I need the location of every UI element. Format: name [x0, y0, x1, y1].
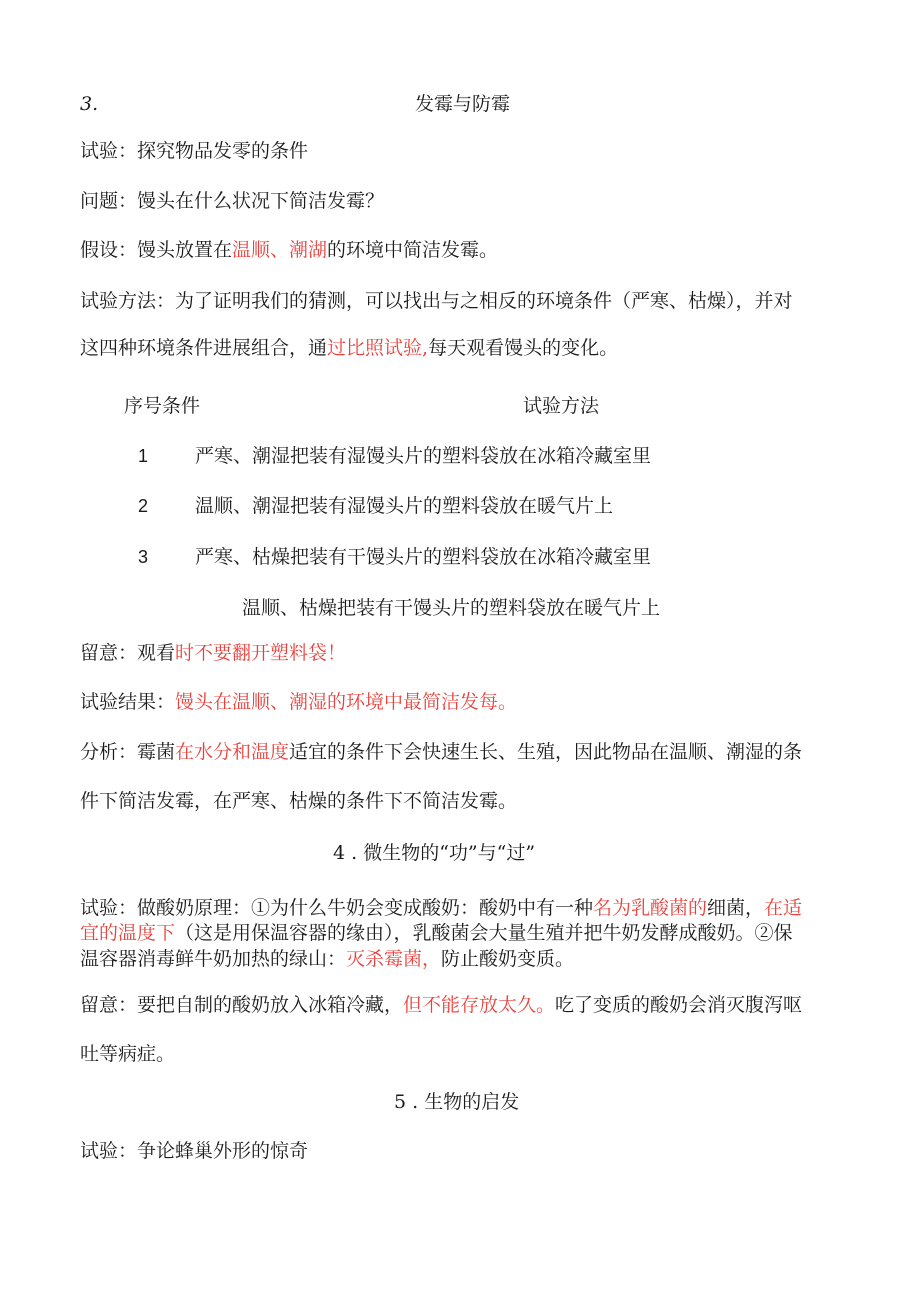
- table-header-left: 序号条件: [124, 395, 201, 417]
- yogurt-note-line-1: [80, 992, 802, 1018]
- hypothesis-highlight: 温顺、潮湖: [232, 239, 328, 261]
- table-row-text: 严寒、枯燥把装有干馒头片的塑料袋放在冰箱冷藏室里: [195, 546, 652, 568]
- table-row-number: 3: [138, 547, 149, 567]
- analysis-line-1: [80, 739, 802, 765]
- table-row-text: 严寒、潮湿把装有湿馒头片的塑料袋放在冰箱冷藏室里: [195, 445, 652, 467]
- yogurt-highlight-end: 在适: [764, 897, 803, 919]
- section5-title: 5 . 生物的启发: [394, 1091, 520, 1113]
- yogurt-line-3: [80, 946, 574, 972]
- method-line-1: 试验方法：为了证明我们的猜测，可以找出与之相反的环境条件（严寒、枯燥），并对: [80, 290, 793, 312]
- result-label: 试验结果：: [80, 691, 176, 713]
- section5-experiment: 试验：争论蜂巢外形的惊奇: [80, 1140, 309, 1162]
- table-header-right: 试验方法: [523, 395, 600, 417]
- question-line: 问题：馒头在什么状况下简洁发霉？: [80, 190, 385, 212]
- section3-title: 发霉与防霉: [415, 93, 511, 115]
- method-text-end: 每天观看馒头的变化。: [428, 337, 619, 359]
- note-text: 留意：观看: [80, 642, 176, 664]
- analysis-text: 分析：霉菌: [80, 741, 176, 763]
- yogurt-text-3-end: 防止酸奶变质。: [441, 948, 575, 970]
- analysis-highlight: 在水分和温度: [175, 741, 290, 763]
- note-highlight: 时不要翻开塑料袋！: [175, 642, 347, 664]
- analysis-text-end: 适宜的条件下会快速生长、生殖，因此物品在温顺、潮湿的条: [289, 741, 803, 763]
- result-highlight: 馒头在温顺、潮湿的环境中最简洁发每。: [175, 691, 518, 713]
- yogurt-note-line-2: 吐等病症。: [80, 1043, 176, 1065]
- yogurt-note-text-end: 吃了变质的酸奶会消灭腹泻呕: [555, 994, 803, 1016]
- yogurt-note-highlight: 但不能存放太久。: [403, 994, 556, 1016]
- hypothesis-line: [80, 237, 498, 263]
- hypothesis-text-end: 的环境中简洁发霉。: [327, 239, 499, 261]
- section4-title: 4 . 微生物的“功”与“过”: [333, 842, 536, 864]
- method-highlight: 过比照试验,: [327, 337, 429, 359]
- hypothesis-text: 假设：馒头放置在: [80, 239, 233, 261]
- yogurt-line-1: [80, 895, 802, 921]
- result-line: [80, 689, 517, 715]
- method-text: 这四种环境条件进展组合，通: [80, 337, 328, 359]
- method-line-2: [80, 335, 618, 361]
- yogurt-line-2: [80, 920, 793, 946]
- yogurt-highlight-kill: 灭杀霉菌，: [346, 948, 442, 970]
- yogurt-text-3: 温容器消毒鲜牛奶加热的绿山：: [80, 948, 347, 970]
- experiment-line: 试验：探究物品发零的条件: [80, 140, 309, 162]
- analysis-line-2: 件下简洁发霉，在严寒、枯燥的条件下不简洁发霉。: [80, 790, 518, 812]
- section3-number: 3.: [80, 93, 99, 115]
- yogurt-highlight: 名为乳酸菌的: [593, 897, 708, 919]
- yogurt-highlight-temp: 宜的温度下: [80, 922, 176, 944]
- yogurt-text-mid: 细菌，: [707, 897, 765, 919]
- note-line: [80, 640, 346, 666]
- yogurt-text-2: （这是用保温容器的缘由），乳酸菌会大量生殖并把牛奶发酵成酸奶。②保: [175, 922, 793, 944]
- table-row-number: 1: [138, 446, 149, 466]
- table-row-number: 2: [138, 496, 149, 516]
- yogurt-text: 试验：做酸奶原理：①为什么牛奶会变成酸奶：酸奶中有一种: [80, 897, 594, 919]
- yogurt-note-text: 留意：要把自制的酸奶放入冰箱冷藏，: [80, 994, 404, 1016]
- table-row-text: 温顺、枯燥把装有干馒头片的塑料袋放在暖气片上: [242, 597, 661, 619]
- table-row-text: 温顺、潮湿把装有湿馒头片的塑料袋放在暖气片上: [195, 495, 614, 517]
